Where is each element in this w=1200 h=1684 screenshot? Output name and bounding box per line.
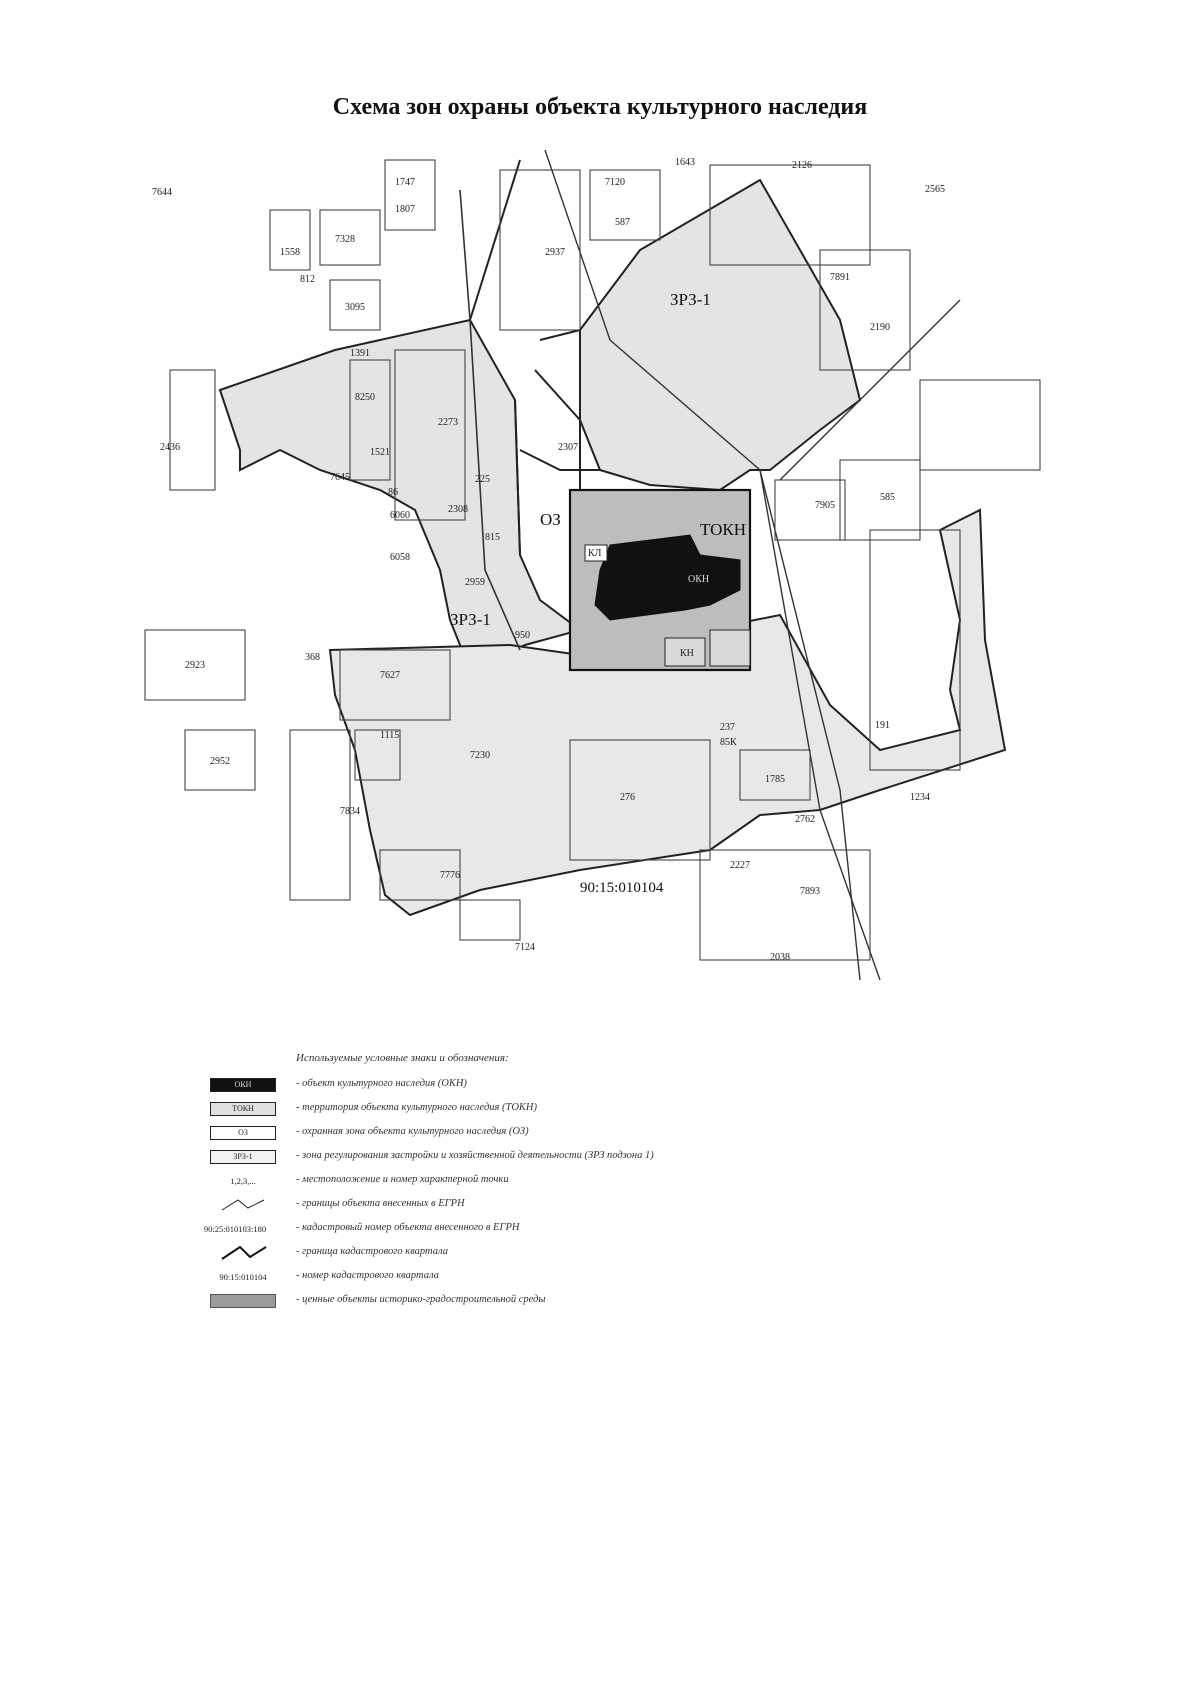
legend-text-tokn: - территория объекта культурного наследия (ТОКН) — [296, 1102, 537, 1113]
zone-label-oz: ОЗ — [540, 510, 561, 529]
legend-text-oz: - охранная зона объекта культурного наследия (ОЗ) — [296, 1126, 529, 1137]
parcel-label-587: 587 — [615, 217, 630, 228]
parcel-label-815: 815 — [485, 532, 500, 543]
legend-text-quarter-number: - номер кадастрового квартала — [296, 1270, 439, 1281]
heritage-zone-map — [140, 150, 1060, 980]
legend-symbol-points: 1,2,3,... — [230, 1176, 256, 1186]
parcel-label-950: 950 — [515, 630, 530, 641]
parcel-label-2308: 2308 — [448, 504, 468, 515]
parcel-label-86: 86 — [388, 487, 398, 498]
parcel-label-237: 237 — [720, 722, 735, 733]
legend-text-zrz: - зона регулирования застройки и хозяйственной деятельности (ЗРЗ подзона 1) — [296, 1150, 654, 1161]
parcel-label-2227: 2227 — [730, 860, 750, 871]
parcel-label-1785: 1785 — [765, 774, 785, 785]
legend-item-points — [180, 1172, 880, 1190]
parcel-label-85k: 85К — [720, 737, 737, 748]
parcel-label-6058: 6058 — [390, 552, 410, 563]
parcel-label-1234: 1234 — [910, 792, 930, 803]
parcel-label-585: 585 — [880, 492, 895, 503]
legend-item-egrn-boundary — [180, 1196, 880, 1214]
legend-item-okn — [180, 1076, 880, 1094]
parcel-label-7776: 7776 — [440, 870, 460, 881]
legend-item-zrz — [180, 1148, 880, 1166]
parcel-label-7645: 7645 — [330, 472, 350, 483]
legend-item-cadastral-number — [180, 1220, 880, 1238]
parcel-label-7124: 7124 — [515, 942, 535, 953]
parcel-label-1807: 1807 — [395, 204, 415, 215]
map-title: Схема зон охраны объекта культурного наследия — [332, 94, 868, 120]
parcel-label-7834: 7834 — [340, 806, 360, 817]
legend-item-quarter-number — [180, 1268, 880, 1286]
parcel-label-7120: 7120 — [605, 177, 625, 188]
legend-symbol-tokn: ТОКН — [210, 1102, 276, 1116]
parcel-label-2038: 2038 — [770, 952, 790, 963]
zone-label-tokn: ТОКН — [700, 520, 747, 539]
parcel-label-276: 276 — [620, 792, 635, 803]
parcel-label-1115: 1115 — [380, 730, 400, 741]
legend-symbol-quarter-number: 90:15:010104 — [219, 1272, 267, 1282]
legend-text-quarter-boundary: - граница кадастрового квартала — [296, 1246, 448, 1257]
parcel-label-2190: 2190 — [870, 322, 890, 333]
parcel-label-7893: 7893 — [800, 886, 820, 897]
parcel-label-1558: 1558 — [280, 247, 300, 258]
parcel-label-1521: 1521 — [370, 447, 390, 458]
zone-label-zrz-west: ЗРЗ-1 — [450, 610, 491, 629]
parcel-label-3095: 3095 — [345, 302, 365, 313]
legend-text-egrn-boundary: - границы объекта внесенных в ЕГРН — [296, 1198, 465, 1209]
parcel-label-kl: КЛ — [588, 548, 602, 559]
kn-block-2 — [710, 630, 750, 666]
parcel-label-7644: 7644 — [152, 187, 172, 198]
quarter-number-label: 90:15:010104 — [580, 880, 664, 896]
parcel-label-1391: 1391 — [350, 348, 370, 359]
parcel-label-2126: 2126 — [792, 160, 812, 171]
parcel-label-7905: 7905 — [815, 500, 835, 511]
legend-text-historic: - ценные объекты историко-градостроительной среды — [296, 1294, 546, 1305]
zrz-zone-area — [220, 320, 580, 670]
legend-item-quarter-boundary — [180, 1244, 880, 1262]
parcel-label-191: 191 — [875, 720, 890, 731]
legend-symbol-cadastral-number: 90:25:010103:180 — [203, 1224, 267, 1234]
parcel-label-812: 812 — [300, 274, 315, 285]
legend-text-okn: - объект культурного наследия (ОКН) — [296, 1078, 467, 1089]
legend-item-oz — [180, 1124, 880, 1142]
parcel-label-1747: 1747 — [395, 177, 415, 188]
parcel-label-1643: 1643 — [675, 157, 695, 168]
legend-title: Используемые условные знаки и обозначения: — [296, 1052, 509, 1064]
parcel-label-2307: 2307 — [558, 442, 578, 453]
parcel-label-2959: 2959 — [465, 577, 485, 588]
parcel-label-6060: 6060 — [390, 510, 410, 521]
parcel-label-7891: 7891 — [830, 272, 850, 283]
legend-item-historic — [180, 1292, 880, 1310]
parcel-label-225: 225 — [475, 474, 490, 485]
legend-symbol-egrn-boundary — [210, 1198, 276, 1212]
parcel-label-8250: 8250 — [355, 392, 375, 403]
zone-label-zrz-north: ЗРЗ-1 — [670, 290, 711, 309]
parcel-label-7230: 7230 — [470, 750, 490, 761]
legend-symbol-historic — [210, 1294, 276, 1308]
legend-symbol-zrz: ЗРЗ-1 — [210, 1150, 276, 1164]
parcel-label-2952: 2952 — [210, 756, 230, 767]
parcel-label-2923: 2923 — [185, 660, 205, 671]
legend-text-points: - местоположение и номер характерной точки — [296, 1174, 509, 1185]
parcel-label-7328: 7328 — [335, 234, 355, 245]
parcel-label-2436: 2436 — [160, 442, 180, 453]
legend-text-cadastral-number: - кадастровый номер объекта внесенного в ЕГРН — [296, 1222, 520, 1233]
parcel-label-7627: 7627 — [380, 670, 400, 681]
legend-symbol-oz: ОЗ — [210, 1126, 276, 1140]
parcel-label-2273: 2273 — [438, 417, 458, 428]
parcel-label-368: 368 — [305, 652, 320, 663]
legend-symbol-okn: ОКН — [210, 1078, 276, 1092]
parcel-label-kn: КН — [680, 648, 694, 659]
parcel-label-2565: 2565 — [925, 184, 945, 195]
legend-item-tokn — [180, 1100, 880, 1118]
parcel-label-2762: 2762 — [795, 814, 815, 825]
parcel-label-2937: 2937 — [545, 247, 565, 258]
zone-label-okn: ОКН — [688, 574, 710, 585]
legend-symbol-quarter-boundary — [210, 1246, 276, 1260]
